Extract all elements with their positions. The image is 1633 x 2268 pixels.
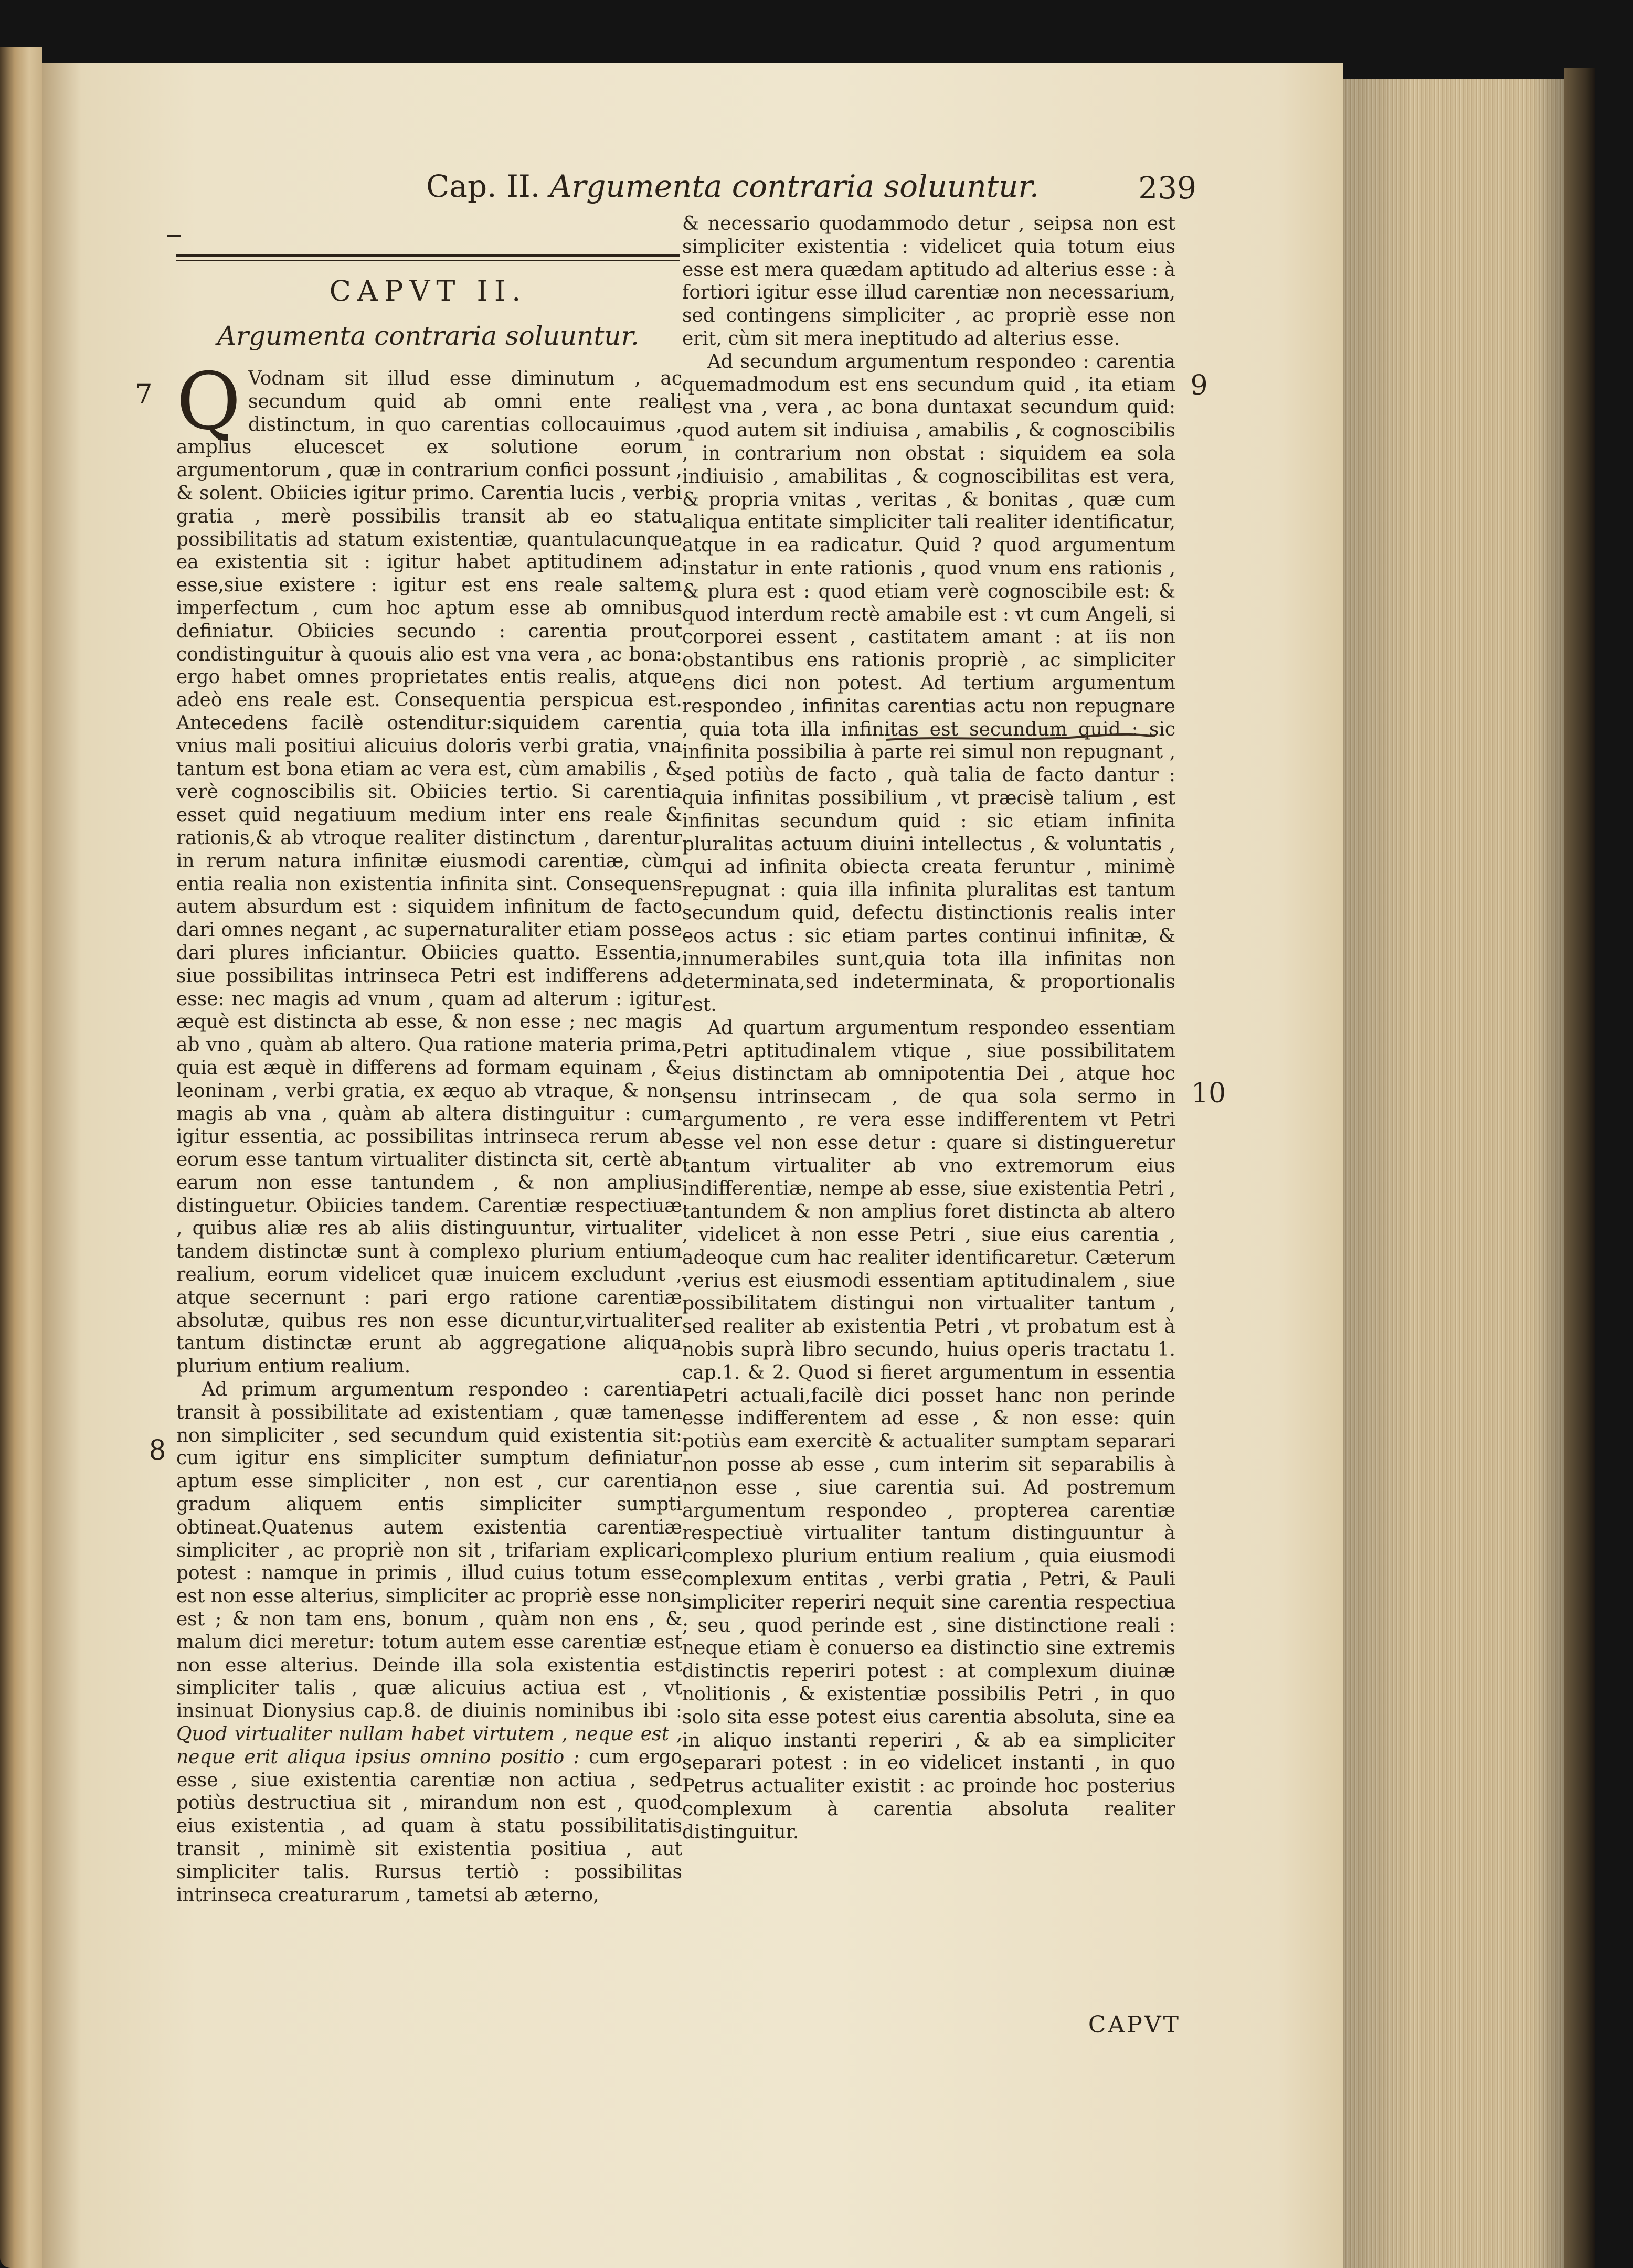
- margin-dash: [167, 235, 181, 237]
- drop-cap: Q: [176, 356, 241, 448]
- margin-number-9: 9: [1190, 370, 1208, 401]
- page-number: 239: [1138, 170, 1196, 206]
- book-cover-edge: [1564, 68, 1595, 2268]
- margin-number-7: 7: [135, 379, 153, 410]
- margin-number-10: 10: [1191, 1078, 1226, 1109]
- paragraph-9: Ad secundum argumentum respondeo : carentia quemadmodum est ens secundum quid , ita etiam est vna , vera , ac bona duntaxat secundum quid: quod autem sit indiuisa , amabilis , & cognoscibilis , in contrarium non obstat : siquidem ea sola indiuisio , amabilitas , & cognoscibilitas est vera, & propria vnitas , veritas , & bonitas , quæ cum aliqua entitate simpliciter tali realiter identificatur, atque in ea radicatur. Quid ? quod argumentum instatur in ente rationis , quod vnum ens rationis , & plura est : quod etiam verè cognoscibile est: & quod interdum rectè amabile est : vt cum Angeli, si corporei essent , castitatem amant : at iis non obstantibus ens rationis propriè , ac simpliciter ens dici non potest. Ad tertium argumentum respondeo , infinitas carentias actu non repugnare , quia tota illa infinitas est secundum quid : sic infinita possibilia à parte rei simul non repugnant , sed potiùs de facto , quà talia de facto dantur : quia infinitas possibilium , vt præcisè talium , est infinitas secundum quid : sic etiam infinita pluralitas actuum diuini intellectus , & voluntatis , qui ad infinita obiecta creata feruntur , minimè repugnat : quia illa infinita pluralitas est tantum secundum quid, defectu distinctionis realis inter eos actus : sic etiam partes continui infinitæ, & innumerabiles sunt,quia tota illa infinitas non determinata,sed indeterminata, & proportionalis est.: [682, 350, 1175, 1016]
- paragraph-8: [176, 1378, 682, 1907]
- running-title-chapter: Cap. II.: [426, 168, 540, 204]
- chapter-subtitle: Argumenta contraria soluuntur.: [217, 321, 639, 351]
- paragraph-10: Ad quartum argumentum respondeo essentiam Petri aptitudinalem vtique , siue possibilitatem eius distinctam ab omnipotentia Dei , atque hoc sensu intrinsecam , de qua sola sermo in argumento , re vera esse indifferentem vt Petri esse vel non esse detur : quare si distingueretur tantum virtualiter ab vno extremorum eius indifferentiæ, nempe ab esse, siue existentia Petri , tantundem & non amplius foret distincta ab altero , videlicet à non esse Petri , siue eius carentia , adeoque cum hac realiter identificaretur. Cæterum verius est eiusmodi essentiam aptitudinalem , siue possibilitatem distingui non virtualiter tantum , sed realiter ab existentia Petri , vt probatum est à nobis suprà libro secundo, huius operis tractatu 1. cap.1. & 2. Quod si fieret argumentum in essentia Petri actuali,facilè dici posset hanc non perinde esse indifferentem ad esse , & non esse: quin potiùs eam exercitè & actualiter sumptam separari non posse ab esse , cum interim sit separabilis à non esse , siue carentia sui. Ad postremum argumentum respondeo , propterea carentiæ respectiuè virtualiter tantum distinguuntur à complexo plurium entium realium , quia eiusmodi complexum entitas , verbi gratia , Petri, & Pauli simpliciter reperiri nequit sine carentia respectiua ; seu , quod perinde est , sine distinctione reali : neque etiam è conuerso ea distinctio sine extremis distinctis reperiri potest : at complexum diuinæ nolitionis , & existentiæ possibilis Petri , in quo solo sita esse potest eius carentia absoluta, sine ea in aliquo instanti reperiri , & ab ea simpliciter separari potest : in eo videlicet instanti , in quo Petrus actualiter existit : ac proinde hoc posterius complexum à carentia absoluta realiter distinguitur.: [682, 1017, 1175, 1843]
- paragraph-7: [176, 356, 682, 1378]
- handwritten-underline: [884, 730, 1157, 746]
- chapter-heading: CAPVT II.: [329, 274, 527, 307]
- running-title: [426, 165, 1040, 207]
- paragraph-8-text-b: cum ergo esse , siue existentia carentiæ non actiua , sed potiùs destructiua sit , mirandum non est , quod eius existentia , ad quam à statu possibilitatis transit , minimè sit existentia positiua , aut simpliciter talis. Rursus tertiò : possibilitas intrinseca creaturarum , tametsi ab æterno,: [176, 1746, 682, 1906]
- paragraph-8-quotation: Quod virtualiter nullam habet virtutem , neque est , neque erit aliqua ipsius omnino positio :: [176, 1723, 682, 1768]
- paragraph-continued: & necessario quodammodo detur , seipsa non est simpliciter existentia : videlicet quia totum eius esse est mera quædam aptitudo ad alterius esse : à fortiori igitur esse illud carentiæ non necessarium, sed contingens simpliciter , ac propriè esse non erit, cùm sit mera ineptitudo ad alterius esse.: [682, 213, 1175, 349]
- margin-number-8: 8: [149, 1435, 166, 1466]
- running-title-subject: Argumenta contraria soluuntur.: [549, 168, 1040, 204]
- left-page-edge: [0, 47, 42, 2268]
- page-edges-shadow: [1343, 79, 1579, 2268]
- left-column: [176, 356, 682, 2020]
- heading-rule: [176, 254, 680, 261]
- catchword: CAPVT: [1088, 2011, 1181, 2038]
- right-column: [682, 212, 1175, 1986]
- paragraph-8-text-a: Ad primum argumentum respondeo : carentia transit à possibilitate ad existentiam , quæ tamen non simpliciter , sed secundum quid existentia sit: cum igitur ens simpliciter sumptum definiatur aptum esse simpliciter , non est , cur carentia gradum aliquem entis simpliciter sumpti obtineat.Quatenus autem existentia carentiæ simpliciter , ac propriè non sit , trifariam explicari potest : namque in primis , illud cuius totum esse est non esse alterius, simpliciter ac propriè esse non est ; & non tam ens, bonum , quàm non ens , & malum dici meretur: totum autem esse carentiæ est non esse alterius. Deinde illa sola existentia est simpliciter talis , quæ alicuius actiua est , vt insinuat Dionysius cap.8. de diuinis nominibus ibi :: [176, 1379, 682, 1722]
- paragraph-7-text: Vodnam sit illud esse diminutum , ac secundum quid ab omni ente reali distinctum, in quo carentias collocauimus , amplius elucescet ex solutione eorum argumentorum , quæ in contrarium confici possunt , & solent. Obiicies igitur primo. Carentia lucis , verbi gratia , merè possibilis transit ab eo statu possibilitatis ad statum existentiæ, quantulacunque ea existentia sit : igitur habet aptitudinem ad esse,siue existere : igitur est ens reale saltem imperfectum , cum hoc aptum esse ab omnibus definiatur. Obiicies secundo : carentia prout condistinguitur à quouis alio est vna vera , ac bona: ergo habet omnes proprietates entis realis, atque adeò ens reale est. Consequentia perspicua est. Antecedens facilè ostenditur:siquidem carentia vnius mali positiui alicuius doloris verbi gratia, vna tantum est bona etiam ac vera est, cùm amabilis , & verè cognoscibilis sit. Obiicies tertio. Si carentia esset quid negatiuum medium inter ens reale & rationis,& ab vtroque realiter distinctum , darentur in rerum natura infinitæ eiusmodi carentiæ, cùm entia realia non existentia infinita sint. Consequens autem absurdum est : siquidem infinitum de facto dari omnes negant , ac supernaturaliter etiam posse dari plures inficiantur. Obiicies quatto. Essentia, siue possibilitas intrinseca Petri est indifferens ad esse: nec magis ad vnum , quam ad alterum : igitur æquè est distincta ab esse, & non esse ; nec magis ab vno , quàm ab altero. Qua ratione materia prima, quia est æquè in differens ad formam equinam , & leoninam , verbi gratia, ex æquo ab vtraque, & non magis ab vna , quàm ab altera distinguitur : cum igitur essentia, ac possibilitas intrinseca rerum ab eorum esse tantum virtualiter distincta sit, certè ab earum non esse tantundem , & non amplius distinguetur. Obiicies tandem. Carentiæ respectiuæ , quibus aliæ res ab aliis distinguuntur, virtualiter tandem distinctæ sunt à complexo plurium entium realium, eorum videlicet quæ inuicem excludunt , atque secernunt : pari ergo ratione carentiæ absolutæ, quibus res non esse dicuntur,virtualiter tantum distinctæ erunt ab aggregatione aliqua plurium entium realium.: [176, 368, 682, 1378]
